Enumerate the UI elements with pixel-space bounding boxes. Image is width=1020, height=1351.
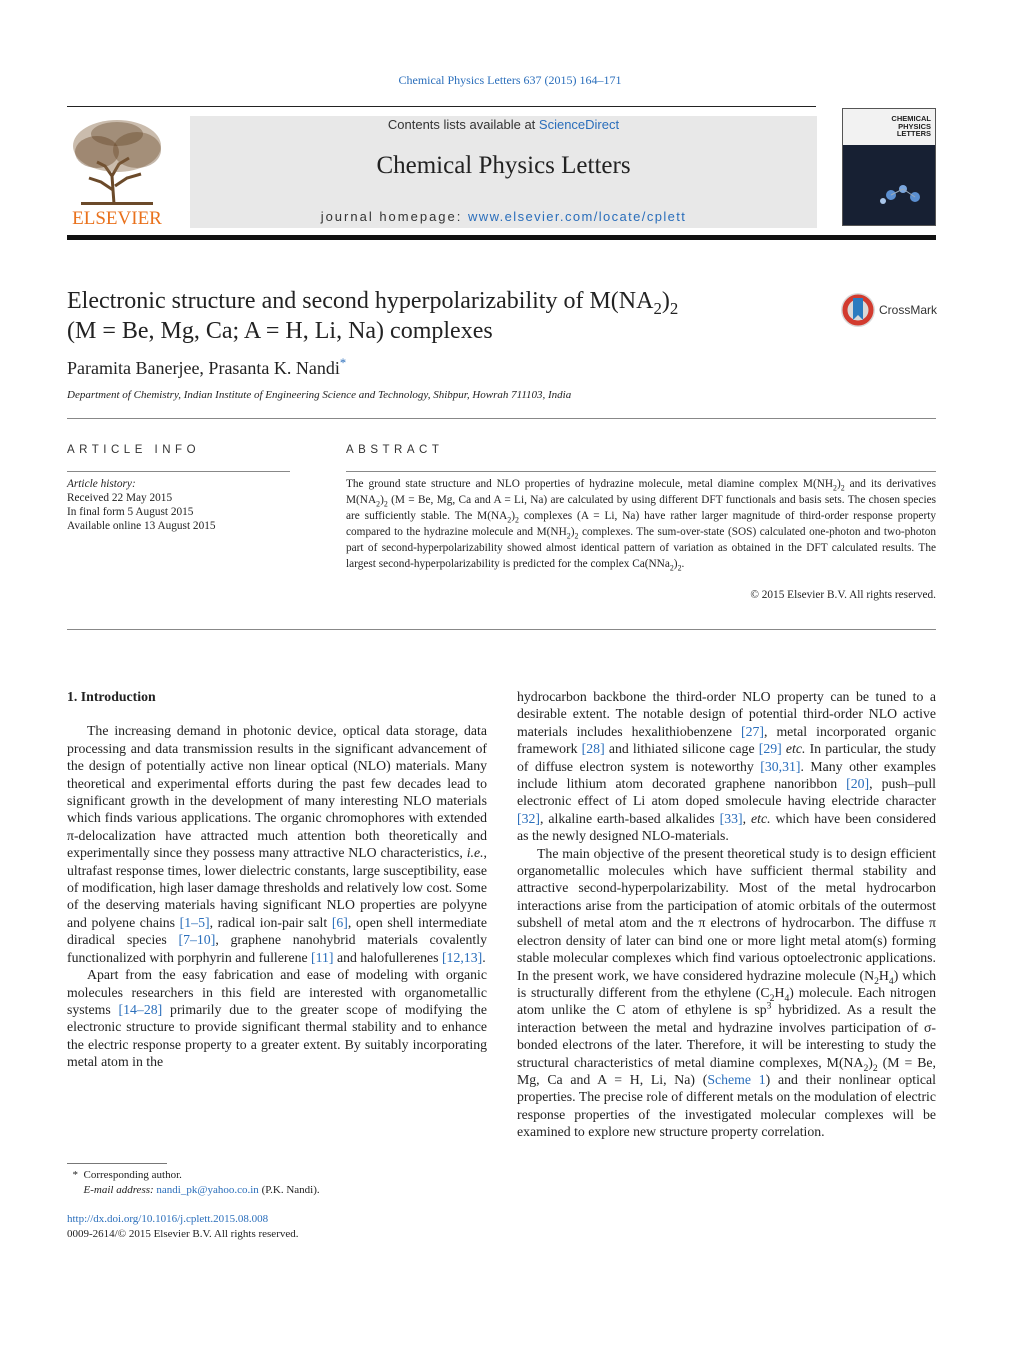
sciencedirect-link[interactable]: ScienceDirect [538,117,620,132]
doi-link[interactable]: http://dx.doi.org/10.1016/j.cplett.2015.08.008 [67,1213,269,1225]
email-link[interactable]: nandi_pk@yahoo.co.in [156,1184,259,1196]
title-line1: Electronic structure and second hyperpolarizability of M(NA [67,288,654,314]
footnote-rule [67,1163,167,1164]
corresponding-author: Corresponding author. [83,1169,182,1181]
journal-title[interactable]: Chemical Physics Letters [376,152,631,179]
final-form-date: In final form 5 August 2015 [67,506,194,518]
article-history [67,477,216,533]
authors [67,358,346,379]
intro-paragraph-2-cont: hydrocarbon backbone the third-order NLO property can be tuned to a desirable extent. The notable design of potential third-order NLO active materials includes hexalithiobenzene [27], metal incorporated organic framework [28] and lithiated silicone cage [29] etc. In particular, the study of diffuse electron system is noteworthy [30,31]. Many other examples include lithium atom decorated graphene nanoribbon [20], push–pull electronic effect of Li atom doped smolecule having electride character [32], alkaline earth-based alkalides [33], etc. which have been considered as the newly designed NLO-materials. [517,689,937,844]
header-thick-rule [67,235,936,240]
title-sub: 2 [653,298,662,318]
title-paren: ) [661,288,670,314]
history-label: Article history: [67,478,136,490]
journal-homepage [190,209,817,224]
body-left-column [67,688,487,1071]
rule [346,471,936,472]
journal-cover-image[interactable] [842,108,936,226]
article-title [67,286,827,346]
online-date: Available online 13 August 2015 [67,520,216,532]
issn-copyright: 0009-2614/© 2015 Elsevier B.V. All rights reserved. [67,1228,299,1240]
abstract-heading: ABSTRACT [346,444,444,456]
crossmark-icon [840,292,876,328]
footnote-mark: * [72,1169,78,1181]
doi-block [67,1212,299,1242]
intro-paragraph-3: The main objective of the present theoretical study is to design efficient organometallic molecules which have sufficient thermal stability and attractive second-hyperpolarizability. Most of the metal hydrocarbon interactions arise from the participation of atomic orbitals of the outermost subshell of metal atom and the π electrons of hydrocarbon. The diffuse π electron density of later can bind one or more light metal atom(s) forming stable molecular complexes which find various optoelectronic applications. In the present work, we have considered hydrazine molecule $(N_2H_4)$ which is structurally different from the ethylene $(C_2H_4)$ molecule. Each nitrogen atom unlike the C atom of ethylene is $sp^3$ hybridized. As a result the interaction between the metal and hydrazine involves participation of σ-bonded electrons of the later. Therefore, it will be interesting to study the structural characteristics of metal diamine complexes, $M(NA_2)_2$ (M = Be, Mg, Ca and A = H, Li, Na) (Scheme 1) and their nonlinear optical properties. The precise role of different metals on the modulation of electric response properties of the investigated molecular complexes will be examined to explore new structure property correlation. [517,845,937,1140]
rule [67,471,290,472]
elsevier-wordmark: ELSEVIER [72,208,162,228]
contents-prefix: Contents lists available at [387,117,539,132]
title-line2: (M = Be, Mg, Ca; A = H, Li, Na) complexes [67,318,493,344]
received-date: Received 22 May 2015 [67,492,173,504]
header-rule [67,106,816,107]
crossmark-label: CrossMark [879,303,938,317]
abstract-text: The ground state structure and NLO properties of hydrazine molecule, metal diamine complex $M(NH_2)_2$ and its derivatives $M(NA_2)_2$ (M = Be, Mg, Ca and A = Li, Na) are calculated by using different DFT functionals and basis sets. The chosen species are sufficiently stable. The $M(NA_2)_2$ complexes (A = Li, Na) have rather larger magnitude of third-order response property compared to the hydrazine molecule and $M(NH_2)_2$ complexes. The sum-over-state (SOS) calculated one-photon and two-photon part of second-hyperpolarizability showed almost identical pattern of variation as obtained in the DFT calculated results. The largest second-hyperpolarizability is predicted for the complex $Ca(NNa_2)_2$. [346,478,936,573]
corresponding-mark[interactable]: * [339,356,347,370]
crossmark-badge[interactable] [840,290,940,332]
intro-paragraph-1: The increasing demand in photonic device, optical data storage, data processing and data transmission results in the significant advancement of the design of potentially active non linear optical (NLO) materials. Many theoretical and experimental efforts during the past few decades lead to significant growth in the development of many interesting NLO materials which finds various applications. The organic chromophores with extended π-delocalization have attracted much attention both theoretically and experimentally since they possess many attractive NLO characteristics, i.e., ultrafast response times, lower dielectric constants, large susceptibility, ease of modification, high laser damage thresholds and relatively low cost. Some of the deserving materials having significant NLO properties are polyyne and polyene chains [1–5], radical ion-pair salt [6], open shell intermediate diradical species [7–10], graphene nanohybrid materials covalently functionalized with porphyrin and fullerene [11] and halofullerenes [12,13]. [67,723,487,965]
footnote [67,1168,320,1198]
homepage-prefix: journal homepage: [320,209,468,224]
cover-molecule-icon [843,109,935,225]
contents-available [190,117,817,132]
cover-title: CHEMICAL PHYSICS LETTERS [891,114,931,139]
introduction-heading: 1. Introduction [67,689,156,704]
article-info-heading: ARTICLE INFO [67,444,201,456]
elsevier-tree-icon [67,116,167,228]
journal-citation[interactable]: Chemical Physics Letters 637 (2015) 164–171 [398,73,622,87]
intro-paragraph-2: Apart from the easy fabrication and ease of modeling with organic molecules researchers in this field are interested with organometallic systems [14–28] primarily due to the greater scope of modifying the electronic structure to provide significant thermal stability and to enhance the electric response property to a greater extent. By suitably incorporating metal atom in the [67,967,487,1070]
abstract-copyright: © 2015 Elsevier B.V. All rights reserved. [750,589,936,601]
email-suffix: (P.K. Nandi). [261,1184,320,1196]
rule [67,418,936,419]
email-label: E-mail address: [83,1184,154,1196]
author-names: Paramita Banerjee, Prasanta K. Nandi [67,358,340,378]
body-right-column [517,688,936,1141]
elsevier-logo[interactable] [67,116,167,228]
affiliation: Department of Chemistry, Indian Institute of Engineering Science and Technology, Shibpur, Howrah 711103, India [67,389,572,401]
rule [67,629,936,630]
title-sub2: 2 [669,298,679,318]
journal-banner [190,116,817,228]
homepage-link[interactable]: www.elsevier.com/locate/cplett [468,209,687,224]
